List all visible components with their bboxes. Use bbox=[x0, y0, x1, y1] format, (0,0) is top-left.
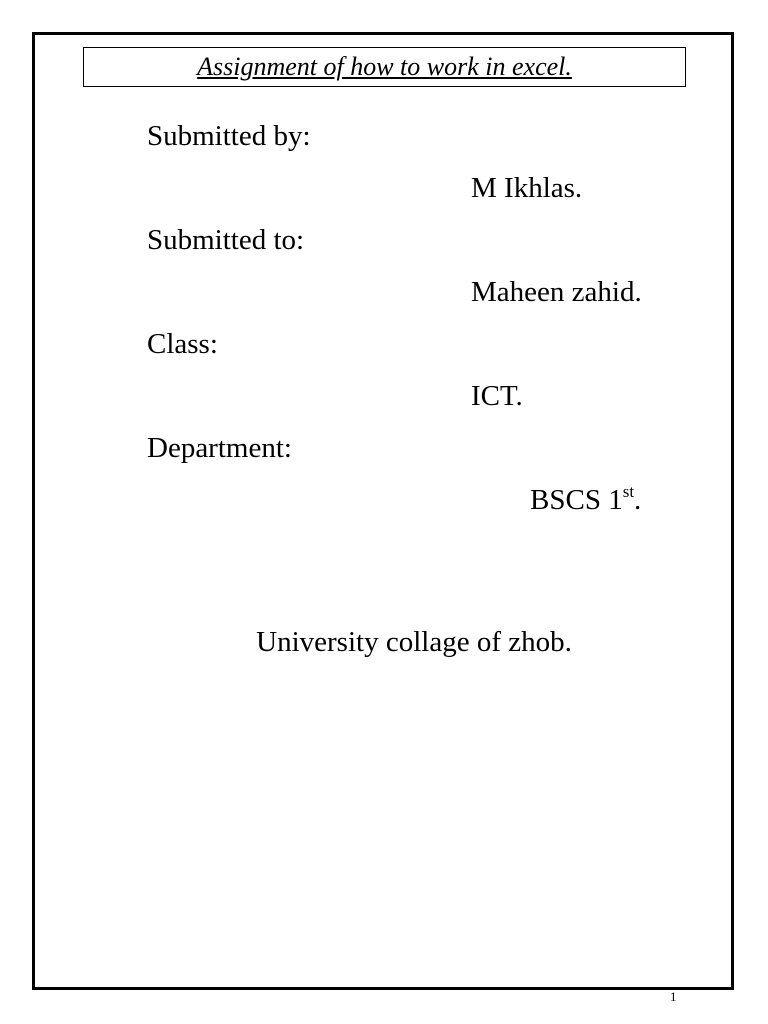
page-number: 1 bbox=[670, 989, 677, 1004]
title-box bbox=[83, 47, 686, 87]
submitted-by-label: Submitted by: bbox=[147, 120, 311, 152]
document-title: Assignment of how to work in excel. bbox=[197, 52, 572, 81]
department-label: Department: bbox=[147, 432, 292, 464]
class-label: Class: bbox=[147, 328, 218, 360]
department-value-end: . bbox=[634, 484, 642, 516]
submitted-by-value: M Ikhlas. bbox=[471, 172, 583, 204]
class-value: ICT. bbox=[471, 380, 523, 412]
institution-name: University collage of zhob. bbox=[256, 626, 572, 658]
department-value bbox=[530, 482, 642, 516]
submitted-to-value: Maheen zahid. bbox=[471, 276, 642, 308]
department-value-main: BSCS 1 bbox=[530, 484, 623, 516]
department-value-superscript: st bbox=[622, 482, 635, 501]
institution-line bbox=[0, 628, 768, 657]
submitted-to-label: Submitted to: bbox=[147, 224, 305, 256]
